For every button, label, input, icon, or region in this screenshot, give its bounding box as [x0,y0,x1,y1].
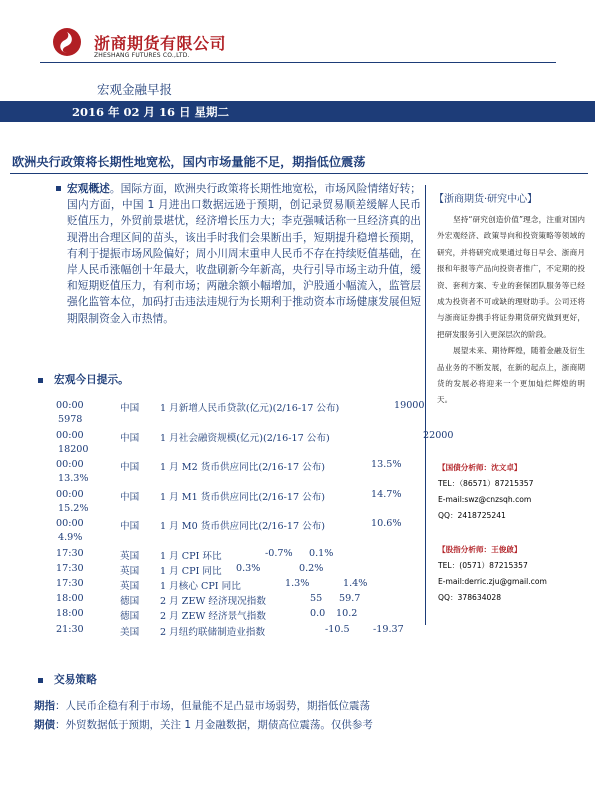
calendar-event: 2 月纽约联储制造业指数 [160,626,266,638]
calendar-forecast-value: 59.7 [339,593,361,605]
calendar-prev-value: 0.0 [310,608,326,620]
analyst-tel: TEL：(0571）87215357 [438,561,528,570]
calendar-forecast-value: 10.2 [336,608,358,620]
calendar-prev-value: -0.7% [265,547,293,559]
calendar-event: 2 月 ZEW 经济现况指数 [160,596,266,608]
calendar-prev-value: 10.6% [371,518,402,529]
calendar-forecast-value: -19.37 [373,623,404,635]
headline: 欧洲央行政策将长期性地宽松，国内市场量能不足，期指低位震荡 [12,155,366,169]
calendar-prev-value: 14.7% [371,488,402,500]
calendar-row [56,429,454,459]
analyst-email[interactable]: E-mail:derric.zju@gmail.com [438,577,547,586]
header-divider [40,62,556,63]
overview-label: 宏观概述 [67,182,110,195]
company-logo-icon [52,27,82,57]
report-date: 2016 年 02 月 16 日 星期二 [72,105,230,119]
intro-paragraph: 展望未来、期待辉煌，随着金融及衍生品业务的不断发展，在新的起点上，浙商期货的发展必将迎来一个更加灿烂辉煌的明天。 [437,346,585,405]
calendar-time: 18:00 [56,593,84,605]
calendar-region: 英国 [120,565,140,577]
calendar-region: 德国 [120,611,140,623]
calendar-forecast-value: 5978 [58,414,83,425]
calendar-time: 00:00 [56,488,84,500]
calendar-forecast-value: 13.3% [58,473,89,484]
calendar-forecast-value: 18200 [58,443,89,455]
company-name: 浙商期货有限公司 [94,34,227,53]
analyst-qq: QQ：2418725241 [438,511,506,520]
calendar-region: 中国 [120,491,140,503]
calendar-row [56,608,426,623]
calendar-time: 00:00 [56,400,84,411]
calendar-time: 00:00 [56,518,84,529]
calendar-region: 中国 [120,432,140,444]
calendar-title [54,372,129,387]
calendar-time: 18:00 [56,608,84,620]
calendar-row [56,400,426,429]
research-center-intro [437,212,585,409]
strategy-title: 交易策略 [54,673,97,686]
calendar-row [56,593,426,608]
calendar-event: 1 月 M0 货币供应同比(2/16-17 公布) [160,521,326,532]
strategy-item [34,697,454,716]
calendar-region: 英国 [120,550,140,562]
analyst-card [438,460,533,524]
macro-overview [67,181,421,327]
report-series-title: 宏观金融早报 [97,82,173,97]
calendar-time: 21:30 [56,623,84,635]
calendar-row [56,624,426,639]
analyst-tel: TEL：（86571）87215357 [438,479,534,488]
calendar-event: 1 月 CPI 环比 [160,550,222,562]
calendar-event: 1 月 M2 货币供应同比(2/16-17 公布) [160,462,326,473]
strategy-item [34,716,454,735]
calendar-time: 17:30 [56,547,84,559]
calendar-time: 17:30 [56,562,84,574]
calendar-region: 中国 [120,403,140,414]
trading-strategy [34,697,454,734]
calendar-forecast-value: 0.1% [309,547,334,559]
analyst-qq: QQ：378634028 [438,593,502,602]
analyst-card [438,542,547,606]
calendar-row [56,578,426,593]
calendar-region: 中国 [120,462,140,473]
calendar-event: 1 月 M1 货币供应同比(2/16-17 公布) [160,491,326,503]
calendar-row [56,489,426,518]
calendar-forecast-value: 0.2% [299,562,324,574]
calendar-forecast-value: 15.2% [58,502,89,514]
intro-paragraph: 坚持“研究创造价值”理念，注重对国内外宏观经济、政策导向和投资策略等领域的研究，并将研究成果通过每日早会、浙商月报和年报等产品向投资者推广，不定期的投资、套利方案、专业的套保团队服务等已经成为投资者不可或缺的理财助手。公司还将与浙商证券携手将证券期货研究做到更好，把研发服务引入更深层次的阶段。 [437,215,585,339]
calendar-forecast-value: 4.9% [58,532,83,543]
calendar-region: 美国 [120,626,140,638]
strategy-text: ：外贸数据低于预期，关注 1 月金融数据，期债高位震荡。仅供参考 [55,718,373,731]
bullet-square-icon [56,186,61,191]
calendar-event: 1 月新增人民币贷款(亿元)(2/16-17 公布) [160,403,340,414]
research-center-title: 【浙商期货·研究中心】 [434,194,538,205]
calendar-row [56,459,426,488]
calendar-title-text: 宏观今日提示 [54,373,119,386]
strategy-label: 期指 [34,700,55,712]
overview-text: 。国际方面，欧洲央行政策将长期性地宽松，市场风险情绪好转；国内方面，中国 1 月进出口数据远逊于预期，创记录贸易顺差缓解人民币贬值压力，外贸前景堪忧，经济增长压力大；李克强喊话称一旦经济真的出现滑出合理区间的苗头，该出手时我们会果断出手，短期提升稳增长预期，有利于提振市场风险偏好；周小川周末重申人民币不存在持续贬值基础，在岸人民币涨幅创十年最大，收盘刷新今年新高，央行引导市场主动升值，缓和短期贬值压力，有利市场；两融余额小幅增加，沪股通小幅流入，监管层强化监管本位，加码打击违法违规行为长期利于推动资本市场健康发展但短期限制资金入市热情。 [67,182,421,325]
calendar-row [56,548,426,563]
analyst-title: 【国债分析师：沈文卓】 [438,463,522,472]
calendar-prev-value: 55 [310,593,323,605]
strategy-text: ：人民币企稳有利于市场，但量能不足凸显市场弱势，期指低位震荡 [55,700,370,712]
calendar-prev-value: 13.5% [371,459,402,470]
strategy-label: 期债 [34,718,55,731]
calendar-event: 1 月社会融资规模(亿元)(2/16-17 公布) [160,432,330,444]
calendar-event: 1 月核心 CPI 同比 [160,580,241,592]
calendar-row [56,518,426,547]
bullet-square-icon [38,378,43,383]
calendar-title-suffix: 。 [118,373,129,386]
bullet-square-icon [38,678,43,683]
calendar-prev-value: 19000 [394,400,425,411]
analyst-title: 【股指分析师：王俊啟】 [438,545,522,554]
calendar-prev-value: 0.3% [236,562,261,574]
headline-divider [10,173,588,174]
calendar-prev-value: -10.5 [325,623,350,635]
calendar-prev-value: 1.3% [285,577,310,589]
calendar-event: 2 月 ZEW 经济景气指数 [160,611,266,623]
calendar-time: 00:00 [56,459,84,470]
company-name-en: ZHESHANG FUTURES CO.,LTD. [94,52,190,59]
calendar-time: 17:30 [56,577,84,589]
calendar-row [56,563,426,578]
calendar-region: 英国 [120,580,140,592]
calendar-region: 德国 [120,596,140,608]
analyst-email[interactable]: E-mail:swz@cnzsqh.com [438,495,532,504]
calendar-event: 1 月 CPI 同比 [160,565,222,577]
calendar-prev-value: 22000 [423,429,454,441]
calendar-forecast-value: 1.4% [343,577,368,589]
calendar-time: 00:00 [56,429,84,441]
calendar-region: 中国 [120,521,140,532]
